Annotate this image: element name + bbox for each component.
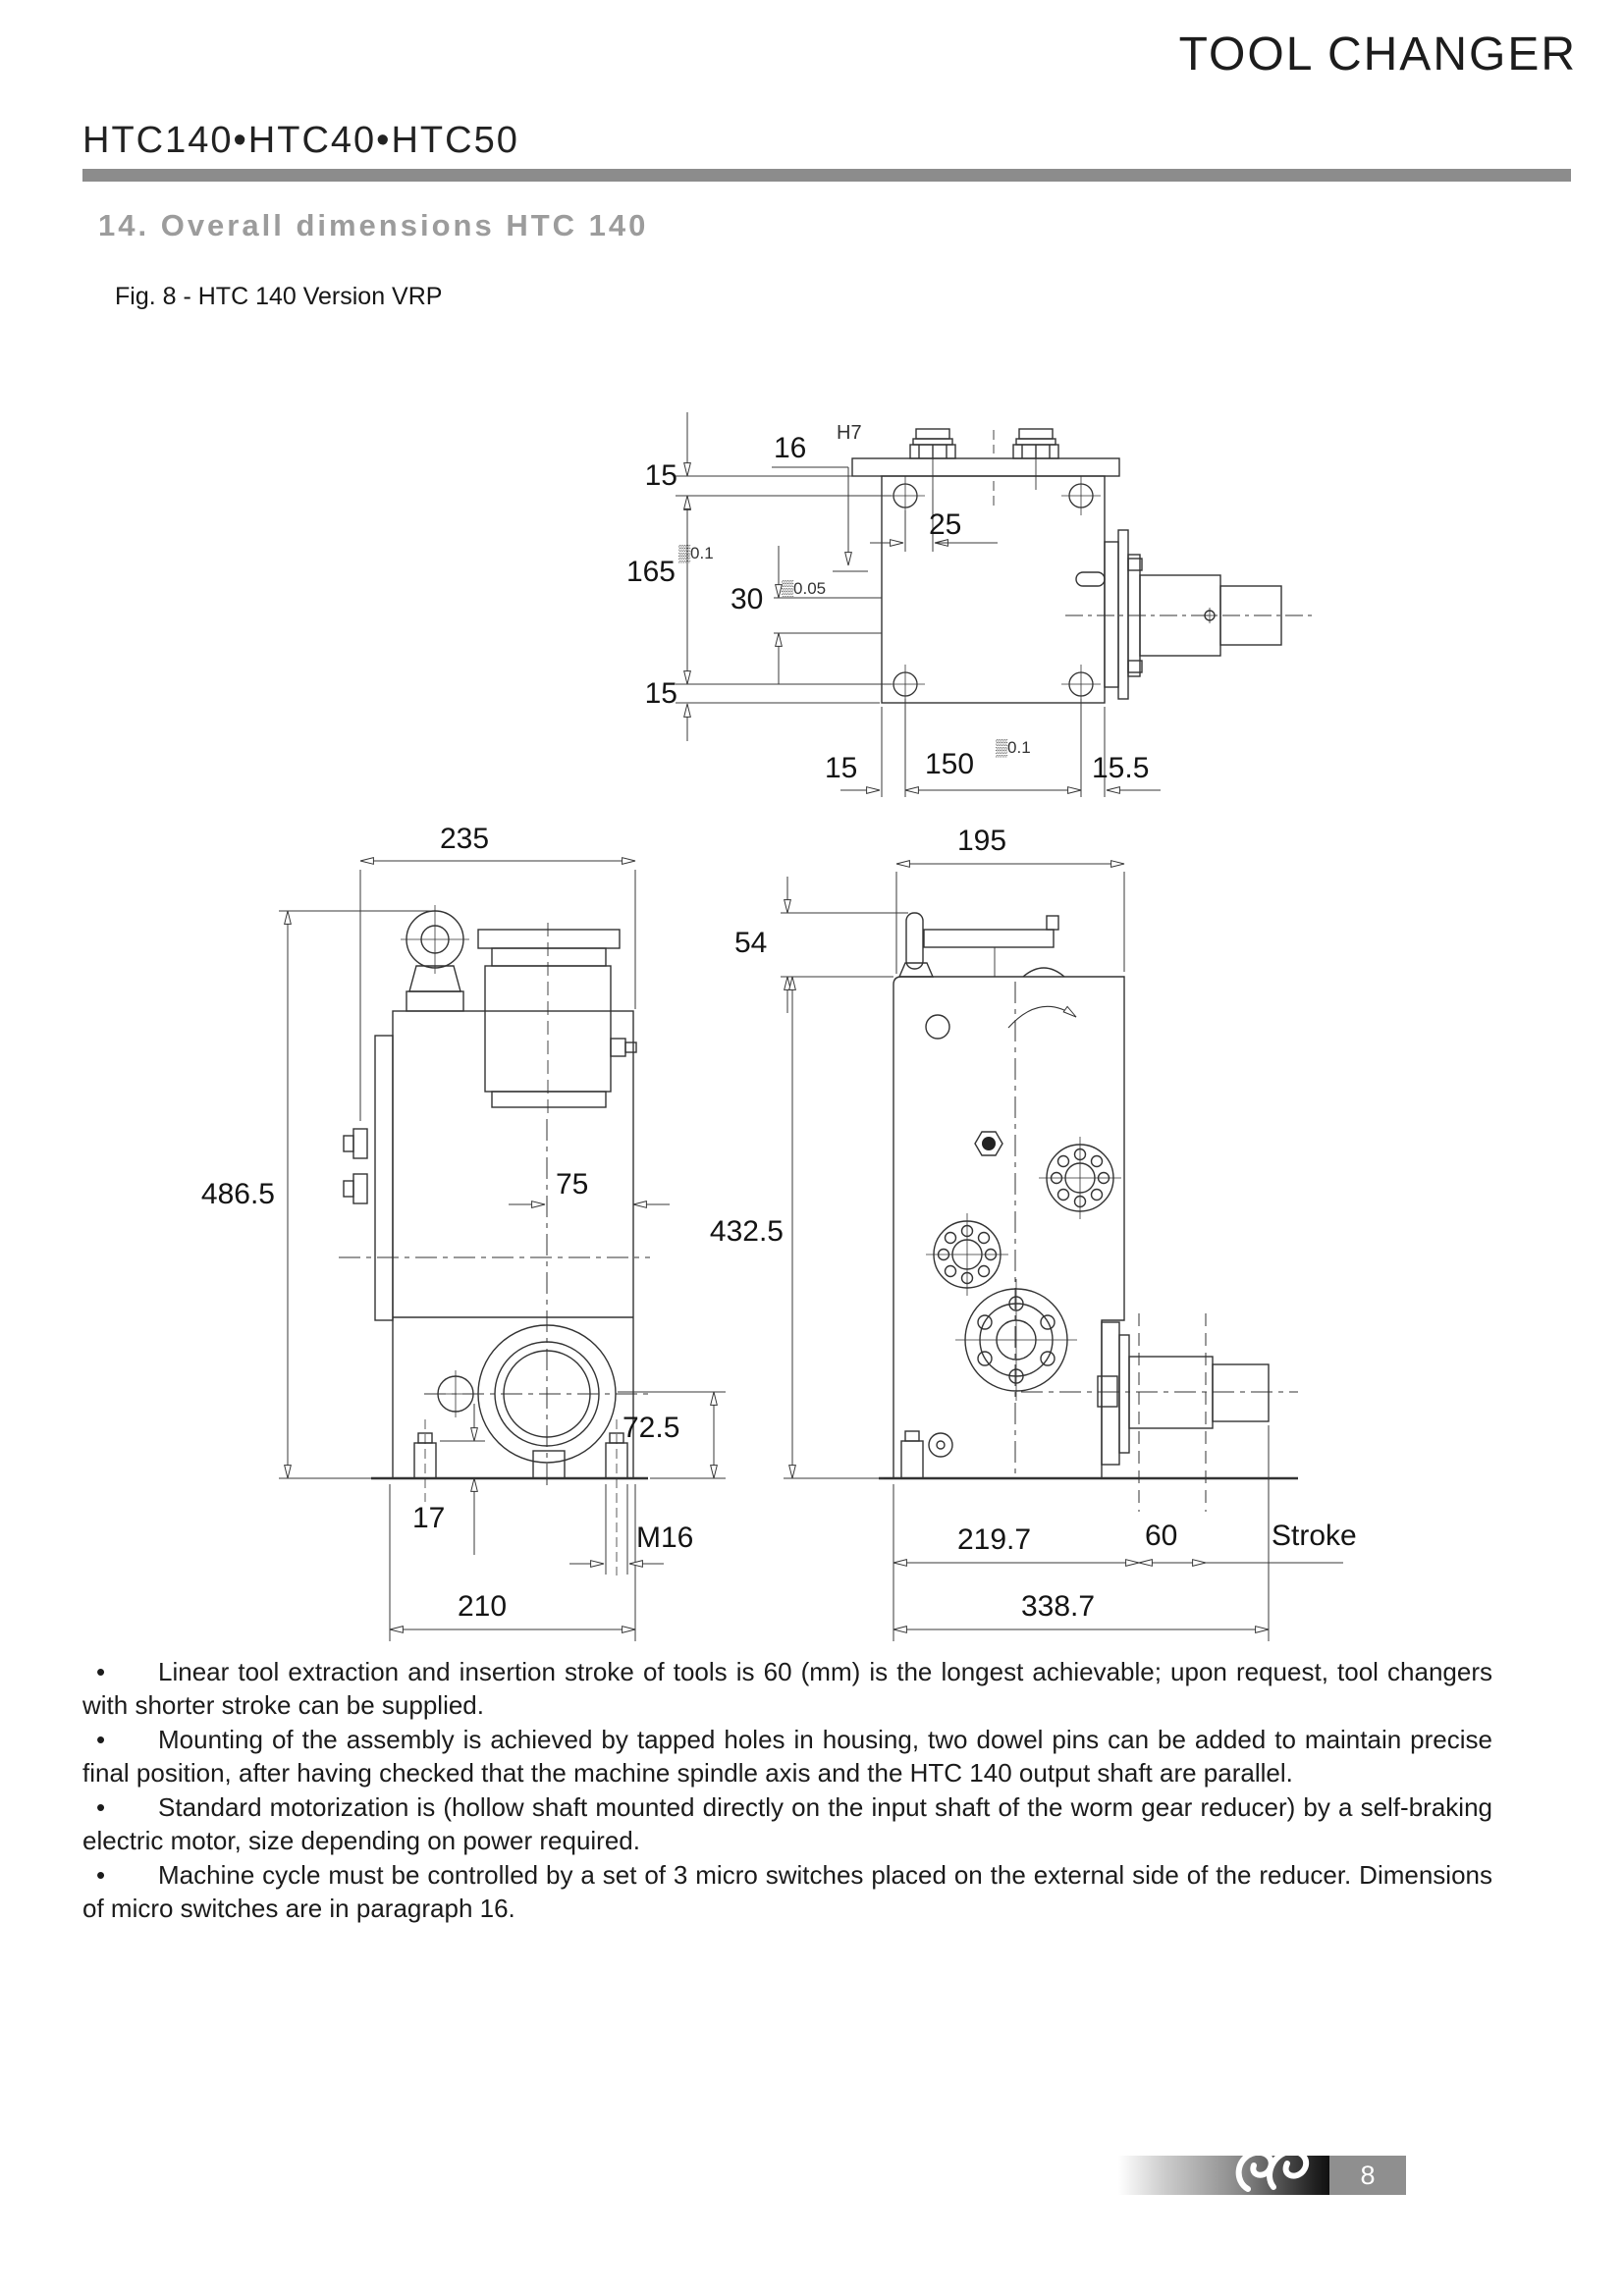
side-output-shaft bbox=[1021, 1313, 1298, 1512]
eyebolt bbox=[401, 905, 469, 1011]
brand-logo-icon bbox=[1226, 2138, 1334, 2201]
section-heading: 14. Overall dimensions HTC 140 bbox=[98, 208, 649, 242]
dim-15-base: 15 bbox=[825, 752, 858, 784]
dim-16: 16 bbox=[774, 432, 807, 464]
note-item bbox=[82, 1723, 1492, 1789]
note-item bbox=[82, 1790, 1492, 1857]
models-header: HTC140•HTC40•HTC50 bbox=[82, 120, 519, 161]
side-body bbox=[893, 977, 1124, 1478]
dim-210: 210 bbox=[458, 1590, 508, 1623]
dim-486-5: 486.5 bbox=[200, 1178, 275, 1210]
dim-338-7: 338.7 bbox=[1021, 1590, 1096, 1623]
corner-holes bbox=[886, 476, 1101, 704]
dim-150: 150 bbox=[925, 748, 975, 780]
note-item bbox=[82, 1858, 1492, 1925]
dim-150-tolerance: ▒0.1 bbox=[996, 738, 1031, 757]
bolt-flange-lower bbox=[955, 1279, 1077, 1401]
dim-17: 17 bbox=[412, 1502, 446, 1534]
dim-195: 195 bbox=[957, 825, 1007, 857]
dim-60: 60 bbox=[1145, 1520, 1178, 1552]
dim-165: 165 bbox=[625, 556, 676, 588]
note-text: Standard motorization is (hollow shaft mounted directly on the input shaft of the worm gear reducer) by a self-braking electric motor, size depending on power required. bbox=[82, 1792, 1492, 1855]
drain-plug bbox=[975, 1132, 1002, 1155]
footer-bar bbox=[1118, 2156, 1406, 2195]
output-bore bbox=[424, 1325, 653, 1478]
document-title: TOOL CHANGER bbox=[1178, 28, 1577, 80]
bolt-flange-upper bbox=[1039, 1137, 1121, 1219]
output-shaft bbox=[1065, 530, 1316, 699]
dim-16-tolerance: H7 bbox=[837, 422, 862, 444]
bullet-icon: • bbox=[96, 1657, 106, 1686]
dim-432-5: 432.5 bbox=[709, 1215, 784, 1248]
dim-15-5: 15.5 bbox=[1092, 752, 1150, 784]
dim-15-top: 15 bbox=[644, 459, 677, 492]
side-foot bbox=[879, 1431, 1298, 1478]
mounting-feet bbox=[371, 1419, 648, 1575]
plug-hole bbox=[926, 1015, 949, 1039]
bullet-icon: • bbox=[96, 1792, 106, 1822]
side-view-dimensions bbox=[781, 864, 1343, 1641]
page-number: 8 bbox=[1329, 2156, 1406, 2195]
dim-15-bottom: 15 bbox=[644, 677, 677, 710]
dim-72-5: 72.5 bbox=[623, 1412, 680, 1444]
dim-219-7: 219.7 bbox=[957, 1523, 1032, 1556]
top-handle bbox=[899, 913, 1064, 977]
dim-235: 235 bbox=[440, 823, 490, 855]
note-text: Machine cycle must be controlled by a set of 3 micro switches placed on the external side of the reducer. Dimensions of micro switches are in paragraph 16. bbox=[82, 1860, 1492, 1923]
label-stroke: Stroke bbox=[1272, 1520, 1357, 1552]
bullet-icon: • bbox=[96, 1725, 106, 1754]
dim-25: 25 bbox=[929, 508, 962, 541]
side-view-drawing bbox=[879, 913, 1298, 1512]
dim-m16: M16 bbox=[636, 1522, 694, 1554]
motor bbox=[478, 923, 636, 1113]
rotation-arrow bbox=[1008, 1006, 1076, 1028]
top-view-bolts bbox=[910, 429, 1058, 490]
note-text: Mounting of the assembly is achieved by tapped holes in housing, two dowel pins can be added to maintain precise final position, after having checked that the machine spindle axis and the HTC 140 output shaft are parallel. bbox=[82, 1725, 1492, 1788]
dim-30-tolerance: ▒0.05 bbox=[782, 579, 827, 598]
note-text: Linear tool extraction and insertion stroke of tools is 60 (mm) is the longest achievable; upon request, tool changers with shorter stroke can be supplied. bbox=[82, 1657, 1492, 1720]
dim-54: 54 bbox=[734, 927, 768, 959]
note-item bbox=[82, 1655, 1492, 1722]
bullet-icon: • bbox=[96, 1860, 106, 1890]
top-view-drawing bbox=[852, 429, 1316, 704]
dim-165-tolerance: ▒0.1 bbox=[678, 544, 714, 562]
gearbox-body bbox=[339, 1011, 650, 1487]
notes-list bbox=[82, 1655, 1492, 1926]
front-view-drawing bbox=[339, 905, 653, 1575]
dim-30: 30 bbox=[731, 583, 764, 615]
figure-caption: Fig. 8 - HTC 140 Version VRP bbox=[115, 283, 443, 310]
bolt-flange-mid bbox=[926, 1213, 1008, 1296]
dim-75: 75 bbox=[556, 1168, 589, 1201]
